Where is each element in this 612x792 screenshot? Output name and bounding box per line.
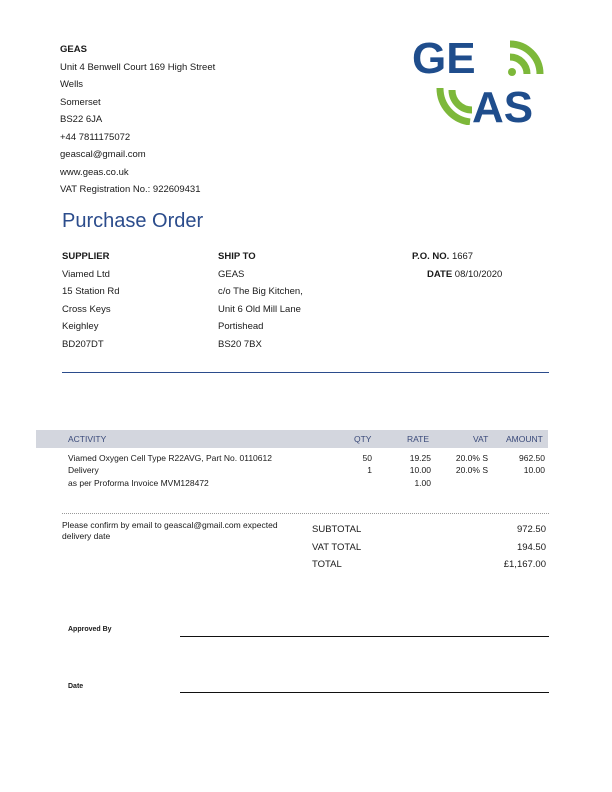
row-rate: 1.00 bbox=[414, 478, 431, 488]
total-value: £1,167.00 bbox=[503, 559, 546, 570]
approved-by-label: Approved By bbox=[68, 626, 112, 633]
ship-to-line: Portishead bbox=[218, 321, 264, 332]
company-name: GEAS bbox=[60, 44, 87, 55]
ship-to-line: BS20 7BX bbox=[218, 338, 262, 350]
subtotal-label: SUBTOTAL bbox=[312, 524, 362, 535]
row-amount: 10.00 bbox=[523, 465, 545, 475]
subtotal-value: 972.50 bbox=[516, 524, 546, 535]
divider bbox=[62, 372, 549, 373]
ship-to-header: SHIP TO bbox=[218, 251, 256, 262]
supplier-line: Cross Keys bbox=[62, 303, 111, 315]
row-activity: Delivery bbox=[68, 465, 99, 475]
date-line[interactable] bbox=[180, 692, 549, 693]
supplier-line: Viamed Ltd bbox=[62, 268, 110, 280]
company-email: geascal@gmail.com bbox=[60, 149, 146, 160]
row-rate: 10.00 bbox=[409, 465, 431, 475]
total-label: TOTAL bbox=[312, 559, 342, 570]
confirmation-note: Please confirm by email to geascal@gmail.com expected delivery date bbox=[62, 520, 278, 541]
ship-to-line: Unit 6 Old Mill Lane bbox=[218, 303, 301, 315]
geas-logo bbox=[410, 30, 555, 125]
header-qty: QTY bbox=[354, 434, 372, 444]
row-activity: Viamed Oxygen Cell Type R22AVG, Part No. 0110612 bbox=[68, 453, 272, 463]
header-rate: RATE bbox=[407, 434, 430, 444]
supplier-line: BD207DT bbox=[62, 338, 104, 350]
po-date: 08/10/2020 bbox=[454, 268, 503, 280]
page-title: Purchase Order bbox=[62, 210, 204, 232]
row-rate: 19.25 bbox=[409, 453, 431, 463]
table-header bbox=[36, 430, 548, 448]
company-address-line: BS22 6JA bbox=[60, 114, 103, 125]
company-address-line: Somerset bbox=[60, 96, 101, 108]
company-block bbox=[60, 41, 215, 199]
row-vat: 20.0% S bbox=[455, 453, 488, 463]
po-date-label: DATE bbox=[427, 268, 453, 280]
company-address-line: Unit 4 Benwell Court 169 High Street bbox=[60, 61, 216, 73]
ship-to-line: c/o The Big Kitchen, bbox=[218, 286, 303, 297]
row-amount: 962.50 bbox=[519, 453, 545, 463]
company-address-line: Wells bbox=[60, 79, 84, 90]
approved-by-line[interactable] bbox=[180, 636, 549, 637]
ship-to-line: GEAS bbox=[218, 268, 245, 280]
row-activity: as per Proforma Invoice MVM128472 bbox=[68, 478, 209, 488]
ship-to-block bbox=[218, 248, 303, 353]
company-website: www.geas.co.uk bbox=[60, 166, 129, 178]
date-label: Date bbox=[68, 683, 84, 690]
header-activity: ACTIVITY bbox=[68, 434, 107, 444]
company-vat: VAT Registration No.: 922609431 bbox=[60, 184, 201, 195]
po-number-label: P.O. NO. bbox=[412, 251, 450, 262]
supplier-block bbox=[62, 248, 120, 353]
vat-total-value: 194.50 bbox=[516, 542, 546, 553]
logo-text-bottom: AS bbox=[472, 83, 534, 125]
po-number: 1667 bbox=[451, 251, 474, 262]
header-vat: VAT bbox=[473, 434, 489, 444]
logo-text-top: GE bbox=[412, 34, 476, 83]
vat-total-label: VAT TOTAL bbox=[312, 542, 362, 553]
header-amount: AMOUNT bbox=[506, 434, 543, 444]
company-phone: +44 7811175072 bbox=[60, 131, 131, 143]
row-qty: 1 bbox=[367, 465, 372, 475]
supplier-line: Keighley bbox=[62, 321, 99, 332]
supplier-header: SUPPLIER bbox=[62, 251, 110, 262]
row-vat: 20.0% S bbox=[455, 465, 488, 475]
po-block bbox=[412, 248, 502, 283]
dotted-divider bbox=[62, 513, 549, 514]
supplier-line: 15 Station Rd bbox=[62, 286, 120, 297]
row-qty: 50 bbox=[362, 453, 372, 463]
